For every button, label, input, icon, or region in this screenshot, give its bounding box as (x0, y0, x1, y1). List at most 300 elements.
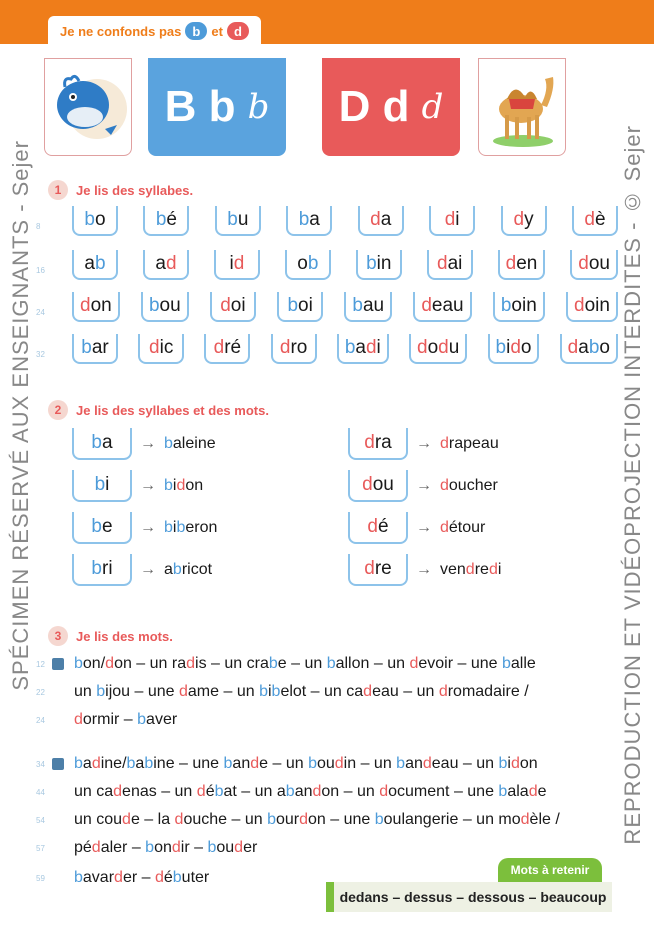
text-part: i (376, 337, 381, 358)
text-part: oin (584, 295, 610, 316)
text-part: ra (374, 432, 392, 453)
text-part: b (498, 783, 508, 800)
syllable-card (348, 554, 408, 586)
text-part: d (416, 337, 428, 358)
word (440, 561, 501, 579)
text-part: b (366, 253, 377, 274)
text-part: d (422, 755, 432, 772)
marker-icon (52, 758, 64, 770)
text-part: d (312, 783, 322, 800)
text-part: evoir – une (418, 655, 502, 672)
text-part: on/ (82, 655, 106, 672)
text-part: i (172, 519, 177, 536)
syllable-card (214, 250, 260, 280)
text-part: on – un ra (114, 655, 187, 672)
text-part: ai (447, 253, 463, 274)
syllable-card (344, 292, 392, 322)
text-part: d (437, 253, 448, 274)
text-part: b (164, 477, 173, 494)
text-part: d (186, 655, 196, 672)
text-part: d (440, 519, 449, 536)
text-part: o (297, 253, 308, 274)
text-part: ame – un (187, 683, 260, 700)
text-part: d (91, 839, 101, 856)
text-part: e – un (277, 655, 327, 672)
text-part: e – la (130, 811, 175, 828)
line-number: 44 (36, 788, 45, 797)
text-part: d (440, 477, 449, 494)
text-part: é (378, 516, 389, 537)
arrow-icon: → (140, 435, 156, 452)
text-part: d (80, 295, 91, 316)
text-part: b (91, 516, 102, 537)
syllable-card (210, 292, 256, 322)
text-part: ven (440, 561, 466, 578)
arrow-icon: → (416, 561, 432, 578)
mots-a-retenir-words: dedans – dessus – dessous – beaucoup (339, 889, 607, 905)
right-watermark (616, 50, 650, 920)
text-part: d (370, 209, 381, 230)
text-part: b (352, 295, 363, 316)
text-part: d (196, 783, 206, 800)
section-1-number: 1 (48, 180, 68, 200)
text-part: a (102, 432, 113, 453)
text-part: pé (74, 839, 92, 856)
text-part: o (520, 337, 532, 358)
text-part: aler – (100, 839, 146, 856)
row-number: 32 (36, 350, 45, 359)
line-number: 34 (36, 760, 45, 769)
syllable-word-pair (72, 428, 216, 460)
text-part: eau (431, 295, 464, 316)
line-number: 57 (36, 844, 45, 853)
text-part: un ca (74, 783, 114, 800)
arrow-icon: → (140, 477, 156, 494)
text-part: ro (290, 337, 308, 358)
section-2-title (48, 400, 269, 420)
text-part: d (567, 337, 579, 358)
text-part: d (362, 474, 373, 495)
text-part: an (405, 755, 423, 772)
text-part: b (500, 295, 512, 316)
text-part: ré (224, 337, 242, 358)
syllable-word-pair (72, 512, 217, 544)
syllable-row (72, 250, 618, 280)
text-part: d (114, 869, 123, 886)
text-part: on (154, 839, 172, 856)
text-part: d (174, 811, 184, 828)
syllable-row (72, 334, 618, 364)
text-part: d (233, 253, 245, 274)
section-1-title (48, 180, 193, 200)
text-part: d (176, 477, 186, 494)
text-part: elot – un ca (280, 683, 364, 700)
text-part: b (227, 209, 238, 230)
text-part: b (172, 869, 182, 886)
text-part: b (155, 209, 167, 230)
text-part: i (507, 755, 511, 772)
text-part: rapeau (448, 435, 499, 452)
text-part: a (155, 253, 166, 274)
whale-illustration (44, 58, 132, 156)
syllable-card (501, 206, 547, 236)
syllable-card (72, 292, 120, 322)
text-part: èle / (529, 811, 560, 828)
syllable-card (409, 334, 467, 364)
text-part: d (250, 755, 260, 772)
text-part: d (213, 337, 225, 358)
section-3-number: 3 (48, 626, 68, 646)
syllable-card (72, 554, 132, 586)
text-part: in (376, 253, 392, 274)
text-part: a (578, 337, 589, 358)
text-part: d (488, 561, 498, 578)
text-part: eron (185, 519, 218, 536)
text-part: a (309, 209, 320, 230)
syllable-card (348, 428, 408, 460)
word (164, 435, 216, 453)
mots-a-retenir-label: Mots à retenir (498, 858, 602, 882)
text-part: ala (507, 783, 529, 800)
text-part: b (81, 337, 92, 358)
text-part: è (594, 209, 606, 230)
text-part: é (205, 783, 215, 800)
text-part: d (510, 755, 520, 772)
text-part: d (574, 295, 585, 316)
text-part: an (294, 783, 313, 800)
text-part: b (74, 755, 83, 772)
row-number: 8 (36, 222, 41, 231)
text-part: at – un a (223, 783, 286, 800)
text-part: d (165, 253, 177, 274)
syllable-card (427, 250, 473, 280)
title-and: et (211, 23, 223, 39)
text-part: un cou (74, 811, 123, 828)
text-part: a (84, 253, 95, 274)
text-part: b (145, 839, 155, 856)
text-part: ijou – une (105, 683, 179, 700)
text-part: d (299, 811, 309, 828)
letter-b-print: B b (164, 82, 236, 131)
text-part: b (148, 295, 160, 316)
syllable-row (72, 292, 618, 322)
text-part: b (344, 337, 356, 358)
text-part: b (287, 295, 299, 316)
section-2-label: Je lis des syllabes et des mots. (76, 402, 269, 418)
syllable-card (143, 250, 189, 280)
text-part: d (520, 811, 530, 828)
text-part: au (362, 295, 385, 316)
word (440, 519, 485, 537)
section-3-label: Je lis des mots. (76, 628, 173, 644)
syllable-word-pair (348, 470, 498, 502)
text-part: y (524, 209, 534, 230)
text-part: re (474, 561, 489, 578)
text-part: b (96, 683, 106, 700)
line-number: 12 (36, 660, 45, 669)
row-number: 24 (36, 308, 45, 317)
text-part: ou (159, 295, 181, 316)
text-part: d (154, 869, 164, 886)
syllable-card (277, 292, 323, 322)
word (164, 519, 217, 537)
syllable-card (429, 206, 475, 236)
syllable-card (286, 206, 332, 236)
text-part: aleine (172, 435, 216, 452)
row-number: 16 (36, 266, 45, 275)
text-part: avar (82, 869, 115, 886)
text-part: a (82, 755, 92, 772)
text-part: b (95, 253, 106, 274)
text-part: d (149, 337, 160, 358)
word (440, 435, 499, 453)
text-part: ou (588, 253, 610, 274)
syllable-card (498, 250, 546, 280)
text-part: b (91, 558, 102, 579)
text-part: is – un cra (195, 655, 269, 672)
syllable-card (72, 428, 132, 460)
text-part: e (537, 783, 547, 800)
syllable-card (572, 206, 618, 236)
syllable-card (143, 206, 189, 236)
word-line (74, 750, 538, 778)
syllable-word-pair (348, 512, 485, 544)
syllable-card (141, 292, 189, 322)
text-part: b (94, 474, 106, 495)
camel-illustration (478, 58, 566, 156)
syllable-card (570, 250, 618, 280)
syllable-card (566, 292, 618, 322)
text-part: d (179, 683, 188, 700)
text-part: ine – une (153, 755, 224, 772)
text-part: étour (448, 519, 486, 536)
letter-b-script: b (247, 87, 270, 127)
text-part: b (498, 755, 508, 772)
line-number: 54 (36, 816, 45, 825)
section-2-number: 2 (48, 400, 68, 420)
text-part: b (172, 561, 182, 578)
text-part: d (171, 839, 181, 856)
text-part: b (396, 755, 406, 772)
text-part: b (223, 755, 233, 772)
text-part: enas – un (122, 783, 197, 800)
text-part: ormir – (82, 711, 138, 728)
arrow-icon: → (140, 519, 156, 536)
text-part: aver (146, 711, 178, 728)
text-part: b (307, 253, 319, 274)
syllable-card (560, 334, 618, 364)
arrow-icon: → (140, 561, 156, 578)
text-part: d (279, 337, 291, 358)
text-part: d (510, 337, 521, 358)
syllable-card (358, 206, 404, 236)
text-part: a (355, 337, 366, 358)
text-part: b (164, 519, 173, 536)
text-part: ine/ (100, 755, 127, 772)
text-part: d (505, 253, 517, 274)
word (164, 477, 203, 495)
syllable-card (204, 334, 250, 364)
text-part: an (232, 755, 251, 772)
text-part: romadaire / (447, 683, 529, 700)
text-part: in – un (343, 755, 397, 772)
syllable-word-pair (348, 428, 499, 460)
text-part: b (84, 209, 95, 230)
word-line (74, 706, 177, 734)
text-part: en (516, 253, 538, 274)
text-part: on (519, 755, 538, 772)
marker-icon (52, 658, 64, 670)
text-part: oin (511, 295, 537, 316)
text-part: d (578, 253, 589, 274)
syllable-card (215, 206, 261, 236)
text-part: oulangerie – un mo (383, 811, 521, 828)
syllable-card (72, 470, 132, 502)
text-part: d (367, 516, 378, 537)
page-title (48, 16, 261, 46)
text-part: e – un (259, 755, 309, 772)
text-part: b (259, 683, 268, 700)
text-part: allon – un (335, 655, 410, 672)
text-part: oi (298, 295, 313, 316)
line-number: 59 (36, 874, 45, 883)
text-part: d (438, 683, 448, 700)
letter-d-bubble: d (227, 22, 249, 40)
text-part: b (271, 683, 281, 700)
text-part: b (91, 432, 102, 453)
syllable-card (413, 292, 471, 322)
text-part: un (74, 683, 97, 700)
text-part: b (268, 655, 278, 672)
text-part: b (298, 209, 310, 230)
arrow-icon: → (416, 435, 432, 452)
section-1-label: Je lis des syllabes. (76, 182, 194, 198)
text-part: b (495, 337, 507, 358)
text-part: on – un (321, 783, 380, 800)
text-part: d (409, 655, 419, 672)
text-part: a (135, 755, 145, 772)
text-part: d (438, 337, 449, 358)
text-part: ou (216, 839, 235, 856)
text-part: d (363, 683, 373, 700)
text-part: i (506, 337, 511, 358)
text-part: d (234, 839, 244, 856)
text-part: oi (230, 295, 246, 316)
text-part: ricot (181, 561, 213, 578)
text-part: ou (372, 474, 394, 495)
syllable-card (488, 334, 540, 364)
text-part: i (455, 209, 460, 230)
word-line (74, 834, 257, 862)
text-part: d (364, 432, 375, 453)
text-part: b (214, 783, 224, 800)
text-part: d (122, 811, 131, 828)
text-part: d (105, 655, 115, 672)
word-line (74, 778, 547, 806)
text-part: b (137, 711, 147, 728)
syllable-card (138, 334, 184, 364)
syllable-card (493, 292, 545, 322)
text-part: d (74, 711, 83, 728)
text-part: o (427, 337, 439, 358)
text-part: eau – un (372, 683, 439, 700)
text-part: eau – un (431, 755, 499, 772)
arrow-icon: → (416, 519, 432, 536)
text-part: b (207, 839, 217, 856)
text-part: d (91, 755, 101, 772)
text-part: b (308, 755, 317, 772)
text-part: b (144, 755, 154, 772)
text-part: d (513, 209, 525, 230)
text-part: er – (122, 869, 155, 886)
text-part: d (334, 755, 344, 772)
letter-d-print: D d (338, 82, 410, 131)
text-part: b (326, 655, 336, 672)
right-watermark-text: REPRODUCTION ET VIDÉOPROJECTION INTERDITES - © Sejer (620, 125, 645, 845)
syllable-card (348, 470, 408, 502)
text-part: b (285, 783, 295, 800)
text-part: é (163, 869, 173, 886)
syllable-card (285, 250, 331, 280)
syllable-word-pair (72, 470, 203, 502)
text-part: i (497, 561, 502, 578)
text-part: uter (181, 869, 210, 886)
text-part: d (220, 295, 231, 316)
text-part: o (95, 209, 106, 230)
letter-d-card (322, 58, 460, 156)
line-number: 22 (36, 688, 45, 697)
text-part: d (584, 209, 595, 230)
word (440, 477, 498, 495)
syllable-card (72, 512, 132, 544)
text-part: on – une (308, 811, 375, 828)
title-text: Je ne confonds pas (60, 23, 182, 39)
text-part: o (599, 337, 610, 358)
text-part: b (176, 519, 186, 536)
word-line (74, 806, 560, 834)
text-part: b (501, 655, 511, 672)
left-watermark-text: SPÉCIMEN RÉSERVÉ AUX ENSEIGNANTS - Sejer (8, 140, 33, 691)
word-line (74, 864, 209, 892)
syllable-word-pair (72, 554, 212, 586)
section-3-title (48, 626, 173, 646)
text-part: alle (510, 655, 536, 672)
syllable-card (348, 512, 408, 544)
text-part: i (105, 474, 110, 495)
text-part: ir – (180, 839, 208, 856)
text-part: é (166, 209, 177, 230)
text-part: d (421, 295, 432, 316)
text-part: ri (102, 558, 113, 579)
text-part: ar (91, 337, 109, 358)
text-part: our (275, 811, 300, 828)
text-part: d (379, 783, 389, 800)
letter-b-bubble: b (185, 22, 207, 40)
line-number: 24 (36, 716, 45, 725)
text-part: b (126, 755, 136, 772)
syllable-card (271, 334, 317, 364)
letter-d-script: d (421, 87, 444, 127)
letter-b-card (148, 58, 286, 156)
text-part: u (448, 337, 460, 358)
text-part: b (267, 811, 276, 828)
word-line (74, 678, 529, 706)
text-part: oucher (448, 477, 498, 494)
arrow-icon: → (416, 477, 432, 494)
text-part: a (164, 561, 173, 578)
text-part: re (374, 558, 392, 579)
text-part: i (267, 683, 272, 700)
